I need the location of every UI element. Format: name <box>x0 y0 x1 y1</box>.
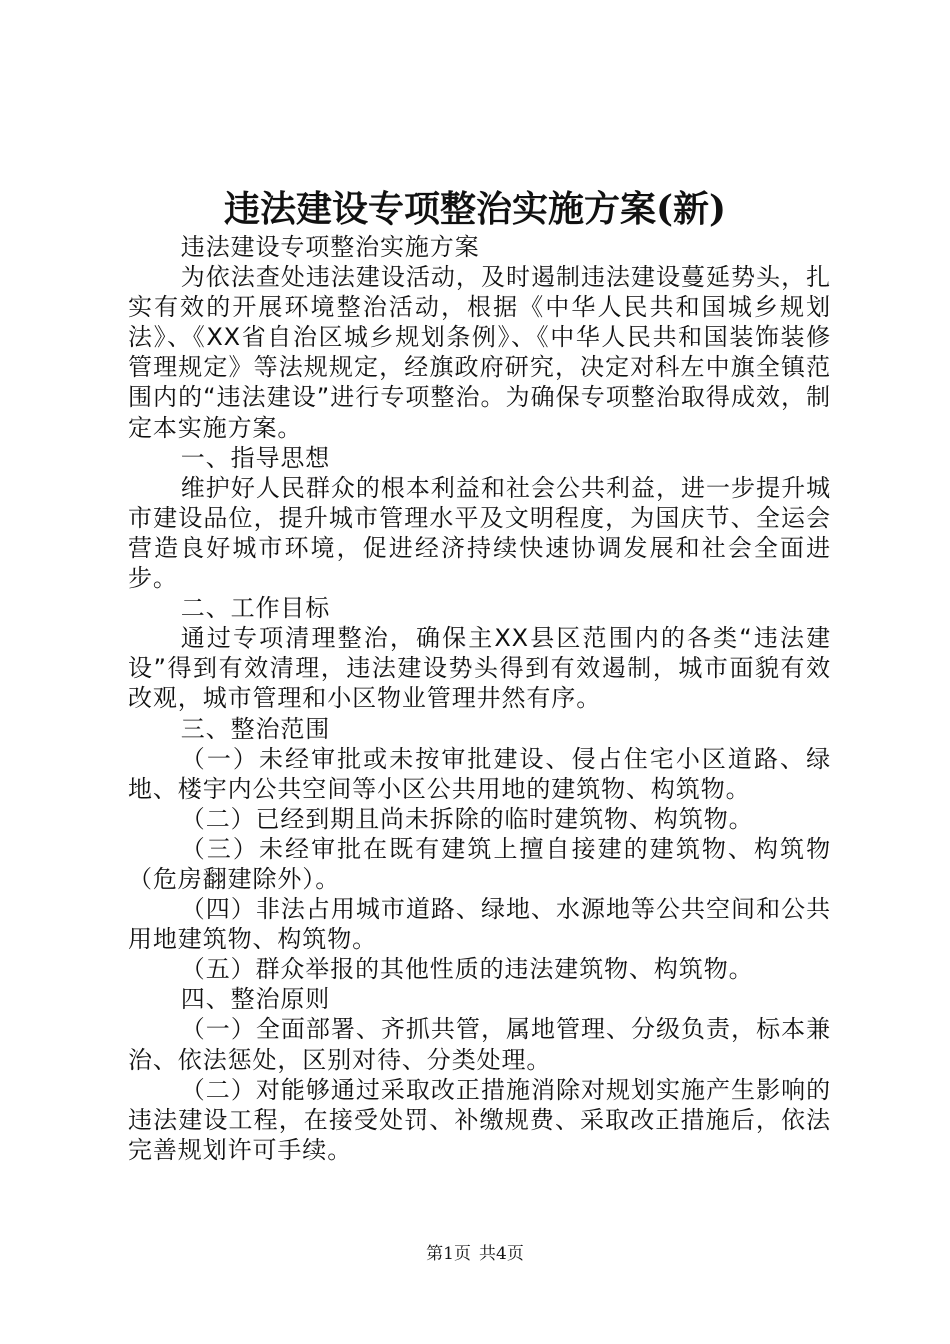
section-heading-principles: 四、整治原则 <box>180 985 331 1014</box>
page-footer <box>0 1242 950 1266</box>
scope-item-1: （一）未经审批或未按审批建设、侵占住宅小区道路、绿地、楼宇内公共空间等小区公共用地的建筑物、构筑物。 <box>128 744 831 803</box>
scope-item-5: （五）群众举报的其他性质的违法建筑物、构筑物。 <box>180 955 754 984</box>
page-number: 第1页 <box>426 1244 471 1264</box>
intro-paragraph: 为依法查处违法建设活动，及时遏制违法建设蔓延势头，扎实有效的开展环境整治活动，根据《中华人民共和国城乡规划法》、《XX省自治区城乡规划条例》、《中华人民共和国装饰装修管理规定》等法规规定，经旗政府研究，决定对科左中旗全镇范围内的“违法建设”进行专项整治。为确保专项整治取得成效，制定本实施方案。 <box>128 263 831 442</box>
section-heading-scope: 三、整治范围 <box>180 714 331 743</box>
document-title: 违法建设专项整治实施方案(新) <box>223 188 727 230</box>
principle-item-1: （一）全面部署、齐抓共管，属地管理、分级负责，标本兼治、依法惩处，区别对待、分类处理。 <box>128 1015 831 1074</box>
scope-item-4: （四）非法占用城市道路、绿地、水源地等公共空间和公共用地建筑物、构筑物。 <box>128 895 831 954</box>
scope-item-2: （二）已经到期且尚未拆除的临时建筑物、构筑物。 <box>180 804 754 833</box>
section-heading-guiding-ideology: 一、指导思想 <box>180 443 331 472</box>
scope-item-3: （三）未经审批在既有建筑上擅自接建的建筑物、构筑物（危房翻建除外）。 <box>128 834 831 893</box>
document-body <box>128 232 831 1165</box>
principle-item-2: （二）对能够通过采取改正措施消除对规划实施产生影响的违法建设工程，在接受处罚、补缴规费、采取改正措施后，依法完善规划许可手续。 <box>128 1075 831 1164</box>
page-total: 共4页 <box>479 1244 524 1264</box>
section-heading-work-goals: 二、工作目标 <box>180 594 331 623</box>
guiding-ideology-paragraph: 维护好人民群众的根本利益和社会公共利益，进一步提升城市建设品位，提升城市管理水平及文明程度，为国庆节、全运会营造良好城市环境，促进经济持续快速协调发展和社会全面进步。 <box>128 473 831 593</box>
subtitle-paragraph: 违法建设专项整治实施方案 <box>180 233 480 261</box>
work-goals-paragraph: 通过专项清理整治，确保主XX县区范围内的各类“违法建设”得到有效清理，违法建设势头得到有效遏制，城市面貌有效改观，城市管理和小区物业管理井然有序。 <box>128 624 831 713</box>
